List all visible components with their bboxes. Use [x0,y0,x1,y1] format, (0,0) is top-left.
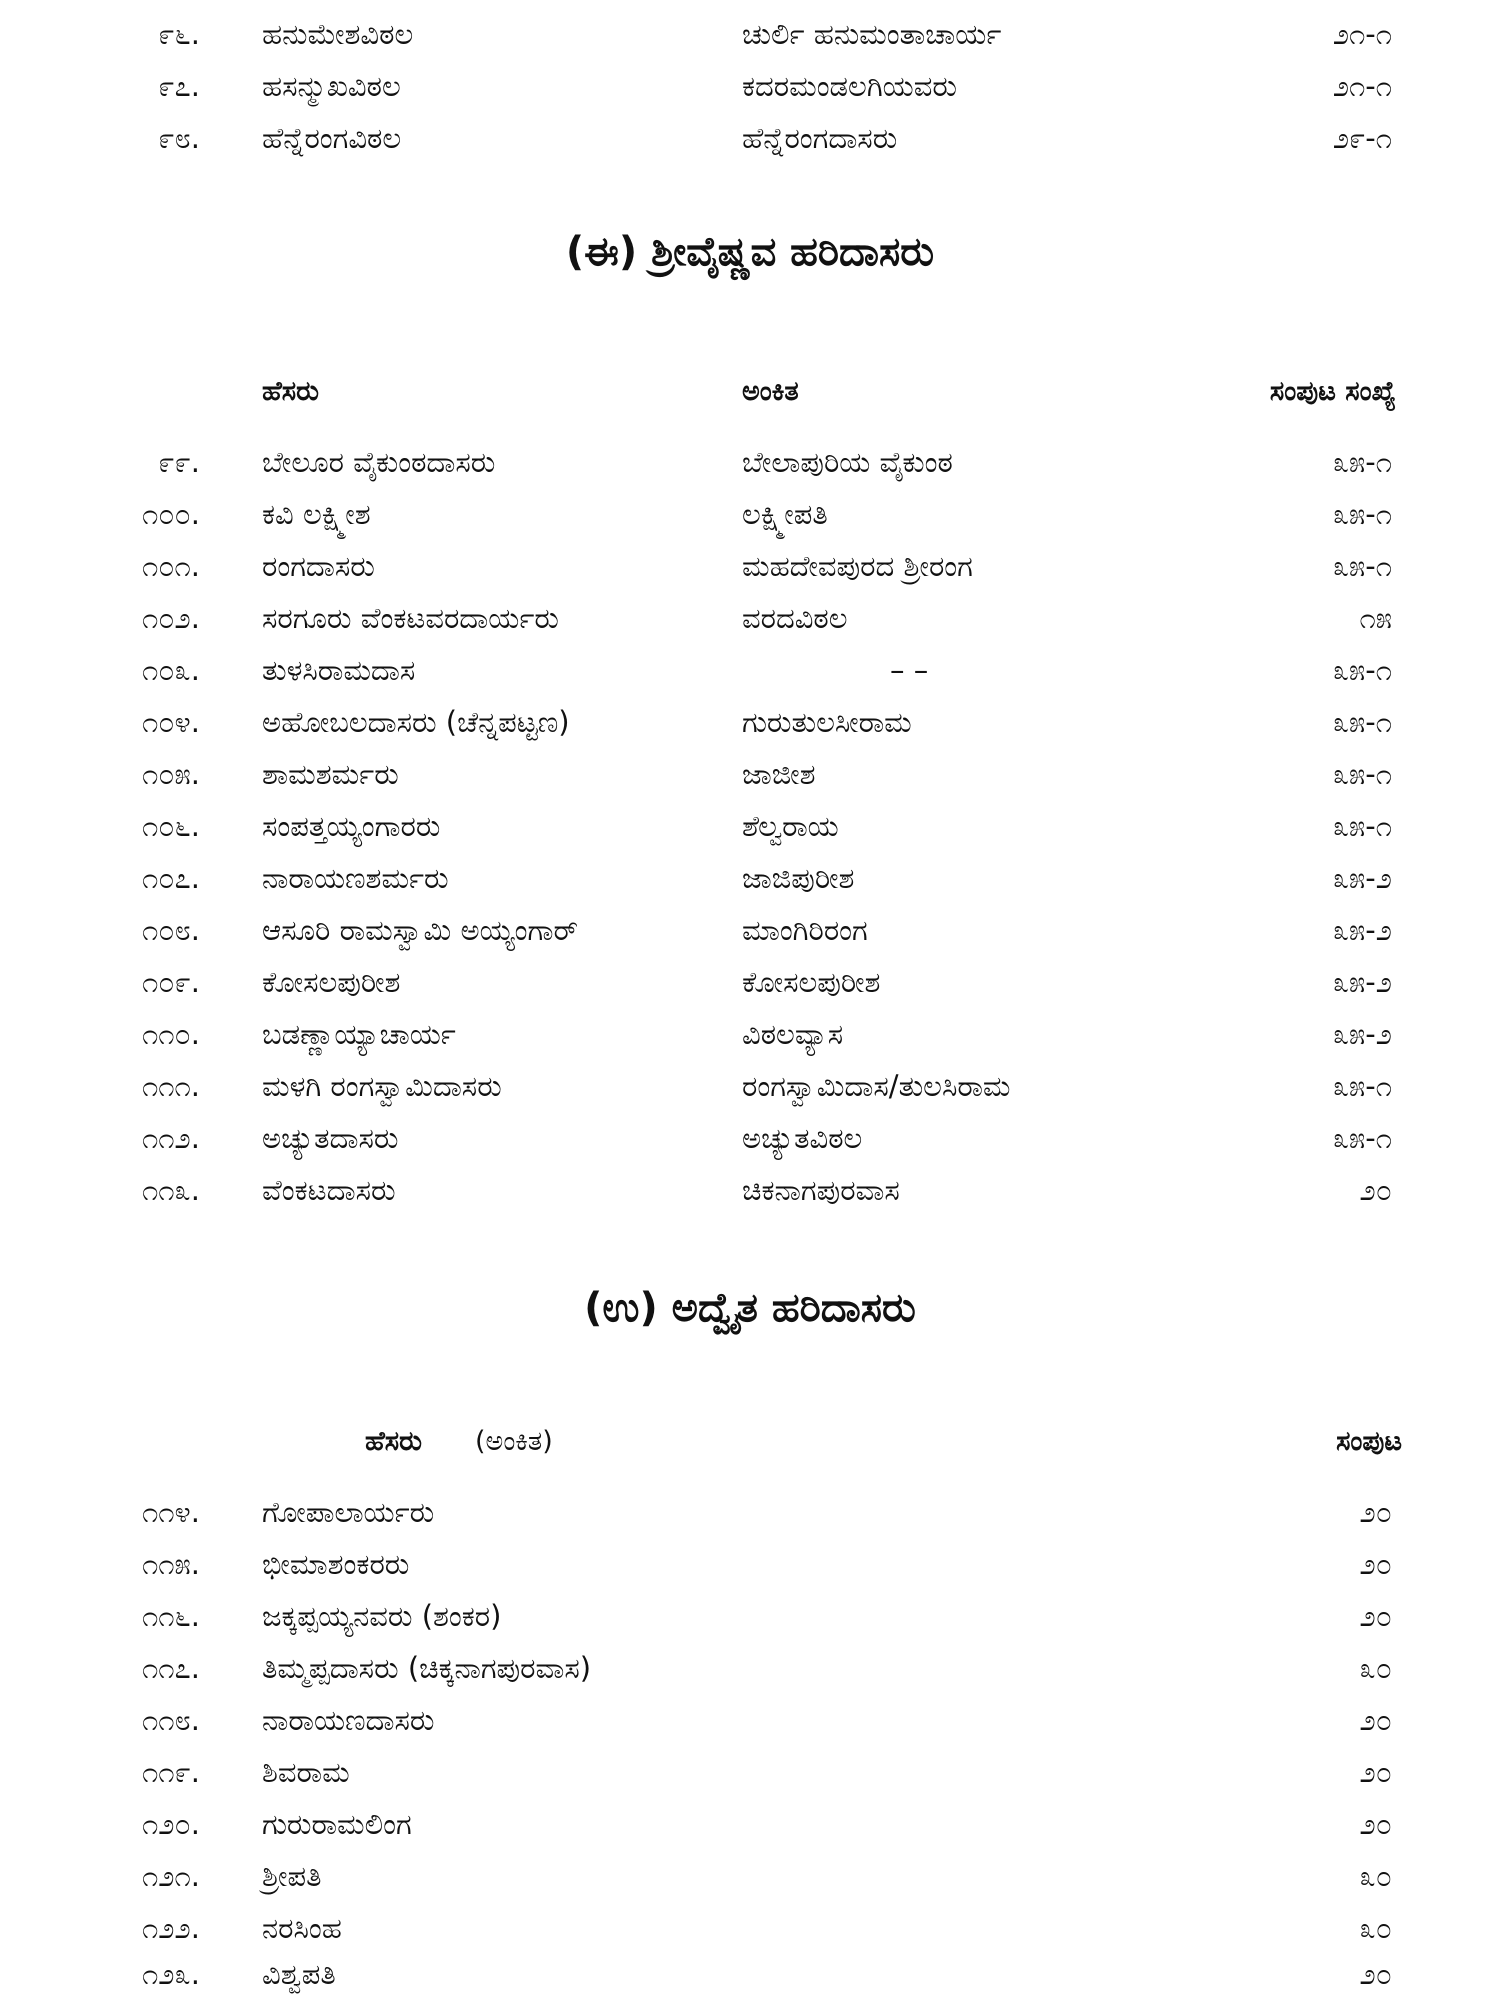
entry-name: ರಂಗದಾಸರು [262,549,375,583]
list-item [0,1948,1500,2000]
list-item [0,800,1500,852]
entry-number: ೧೨೦. [142,1807,200,1841]
entry-volume: ೨೦ [1359,1703,1392,1737]
entry-volume: ೨೦ [1359,1599,1392,1633]
entry-name: ಜಕ್ಕಪ್ಪಯ್ಯನವರು (ಶಂಕರ) [262,1599,502,1633]
list-item [0,1060,1500,1112]
entry-name: ತಿಮ್ಮಪ್ಪದಾಸರು (ಚಿಕ್ಕನಾಗಪುರವಾಸ) [262,1651,592,1685]
list-item [0,1590,1500,1642]
column-header-name: ಹೆಸರು [262,376,319,407]
entry-number: ೧೧೮. [142,1703,200,1737]
entry-ankita: ಶೆಲ್ವರಾಯ [742,809,839,843]
entry-number: ೧೧೯. [142,1755,200,1789]
column-header-volume: ಸಂಪುಟ [1336,1426,1402,1457]
list-item [0,436,1500,488]
list-item [0,644,1500,696]
entry-ankita: ಹೆನ್ನೆರಂಗದಾಸರು [742,121,898,155]
entry-volume: ೩೦ [1359,1911,1392,1945]
entry-ankita: ಮಹದೇವಪುರದ ಶ್ರೀರಂಗ [742,549,973,583]
entry-number: ೧೦೭. [142,861,200,895]
entry-name: ಆಸೂರಿ ರಾಮಸ್ವಾಮಿ ಅಯ್ಯಂಗಾರ್ [262,913,579,947]
entry-name: ಸರಗೂರು ವೆಂಕಟವರದಾರ್ಯರು [262,601,559,635]
list-item [0,852,1500,904]
column-header-ankita: ಅಂಕಿತ [742,376,799,407]
entry-number: ೧೧೬. [142,1599,200,1633]
list-item [0,1486,1500,1538]
entry-name: ಬಡಣ್ಣಾಯ್ಯಾಚಾರ್ಯ [262,1017,456,1051]
entry-ankita: ರಂಗಸ್ವಾಮಿದಾಸ/ತುಲಸಿರಾಮ [742,1069,1011,1103]
entry-volume: ೩೫-೨ [1332,913,1392,947]
entry-ankita: ಚುರ್ಲಿ ಹನುಮಂತಾಚಾರ್ಯ [742,17,1002,51]
entry-volume: ೨೦ [1359,1495,1392,1529]
list-item [0,696,1500,748]
entry-number: ೯೬. [158,17,200,51]
entry-number: ೧೦೦. [142,497,200,531]
entry-name: ನರಸಿಂಹ [262,1911,342,1945]
entry-name: ಹನುಮೇಶವಿಠಲ [262,17,414,51]
list-item [0,748,1500,800]
entry-volume: ೩೦ [1359,1651,1392,1685]
list-item [0,1850,1500,1902]
entry-name: ಅಚ್ಯುತದಾಸರು [262,1121,399,1155]
entry-volume: ೨೦ [1359,1547,1392,1581]
entry-ankita: ಚಿಕನಾಗಪುರವಾಸ [742,1173,900,1207]
entry-name: ಶಿವರಾಮ [262,1755,350,1789]
entry-volume: ೨೧-೧ [1332,17,1392,51]
entry-ankita: ಮಾಂಗಿರಿರಂಗ [742,913,868,947]
entry-volume: ೩೫-೧ [1332,445,1392,479]
entry-name: ಗುರುರಾಮಲಿಂಗ [262,1807,412,1841]
entry-volume: ೩೫-೧ [1332,809,1392,843]
list-item [0,8,1500,60]
list-item [0,488,1500,540]
entry-ankita: ಜಾಜಿಪುರೀಶ [742,861,855,895]
entry-name: ಹೆನ್ನೆರಂಗವಿಠಲ [262,121,402,155]
list-item [0,112,1500,164]
entry-number: ೧೦೫. [142,757,200,791]
list-item [0,540,1500,592]
entry-name: ಅಹೋಬಲದಾಸರು (ಚೆನ್ನಪಟ್ಟಣ) [262,705,570,739]
entry-number: ೧೧೦. [142,1017,200,1051]
entry-volume: ೩೫-೧ [1332,497,1392,531]
entry-ankita: ಕೋಸಲಪುರೀಶ [742,965,881,999]
entry-number: ೧೨೨. [142,1911,200,1945]
list-item [0,1642,1500,1694]
entry-volume: ೩೦ [1359,1859,1392,1893]
list-item [0,60,1500,112]
entry-ankita: ಗುರುತುಲಸೀರಾಮ [742,705,912,739]
entry-volume: ೩೫-೨ [1332,861,1392,895]
list-item [0,1538,1500,1590]
entry-volume: ೨೦ [1359,1173,1392,1207]
entry-volume: ೩೫-೨ [1332,965,1392,999]
entry-ankita: ವರದವಿಠಲ [742,601,848,635]
entry-name: ನಾರಾಯಣಶರ್ಮರು [262,861,449,895]
entry-number: ೧೦೬. [142,809,200,843]
entry-number: ೯೭. [158,69,200,103]
entry-ankita: ಲಕ್ಷ್ಮೀಪತಿ [742,497,828,531]
list-item [0,1746,1500,1798]
entry-volume: ೨೦ [1359,1807,1392,1841]
list-item [0,904,1500,956]
entry-volume: ೩೫-೧ [1332,653,1392,687]
entry-number: ೧೧೧. [142,1069,200,1103]
entry-name: ಸಂಪತ್ತಯ್ಯಂಗಾರರು [262,809,441,843]
entry-number: ೧೦೯. [142,965,200,999]
entry-name: ಗೋಪಾಲಾರ್ಯರು [262,1495,435,1529]
entry-volume: ೩೫-೨ [1332,1017,1392,1051]
entry-number: ೧೧೩. [142,1173,200,1207]
entry-number: ೧೦೮. [142,913,200,947]
list-item [0,956,1500,1008]
entry-number: ೧೧೭. [142,1651,200,1685]
entry-volume: ೩೫-೧ [1332,705,1392,739]
list-item [0,1112,1500,1164]
list-item [0,1798,1500,1850]
entry-name: ಮಳಗಿ ರಂಗಸ್ವಾಮಿದಾಸರು [262,1069,502,1103]
entry-name: ನಾರಾಯಣದಾಸರು [262,1703,435,1737]
entry-ankita: ಅಚ್ಯುತವಿಠಲ [742,1121,863,1155]
entry-name: ವಿಶ್ವಪತಿ [262,1957,336,1991]
entry-number: ೯೮. [158,121,200,155]
entry-number: ೧೧೪. [142,1495,200,1529]
list-item [0,592,1500,644]
section-title-advaita: (ಉ) ಅದ್ವೈತ ಹರಿದಾಸರು [584,1285,916,1331]
entry-ankita: ಕದರಮಂಡಲಗಿಯವರು [742,69,957,103]
list-item [0,1164,1500,1216]
entry-name: ಶ್ರೀಪತಿ [262,1859,322,1893]
entry-number: ೧೧೫. [142,1547,200,1581]
entry-volume: ೨೯-೧ [1332,121,1392,155]
list-item [0,1694,1500,1746]
entry-number: ೧೦೨. [142,601,200,635]
entry-ankita: ಬೇಲಾಪುರಿಯ ವೈಕುಂಠ [742,445,953,479]
entry-name: ವೆಂಕಟದಾಸರು [262,1173,396,1207]
list-item [0,1902,1500,1954]
entry-number: ೯೯. [158,445,200,479]
entry-name: ಹಸನ್ಮುಖವಿಠಲ [262,69,401,103]
entry-name: ಕೋಸಲಪುರೀಶ [262,965,401,999]
entry-ankita: ಜಾಜೀಶ [742,757,816,791]
entry-name: ಭೀಮಾಶಂಕರರು [262,1547,410,1581]
entry-number: ೧೦೧. [142,549,200,583]
entry-volume: ೨೧-೧ [1332,69,1392,103]
entry-volume: ೨೦ [1359,1755,1392,1789]
column-header-volume: ಸಂಪುಟ ಸಂಖ್ಯೆ [1269,376,1396,407]
entry-volume: ೨೦ [1359,1957,1392,1991]
entry-ankita: ವಿಠಲವ್ಯಾಸ [742,1017,844,1051]
entry-volume: ೧೫ [1359,601,1392,635]
entry-volume: ೩೫-೧ [1332,757,1392,791]
entry-name: ತುಳಸಿರಾಮದಾಸ [262,653,416,687]
entry-number: ೧೨೩. [142,1957,200,1991]
column-header-ankita: (ಅಂಕಿತ) [475,1426,553,1457]
entry-number: ೧೦೩. [142,653,200,687]
section-title-srivaishnava: (ಈ) ಶ್ರೀವೈಷ್ಣವ ಹರಿದಾಸರು [565,229,935,275]
list-item [0,1008,1500,1060]
entry-number: ೧೦೪. [142,705,200,739]
entry-volume: ೩೫-೧ [1332,1121,1392,1155]
entry-name: ಕವಿ ಲಕ್ಷ್ಮೀಶ [262,497,371,531]
entry-name: ಶಾಮಶರ್ಮರು [262,757,399,791]
entry-volume: ೩೫-೧ [1332,1069,1392,1103]
entry-number: ೧೧೨. [142,1121,200,1155]
entry-ankita: – – [890,653,929,687]
entry-name: ಬೇಲೂರ ವೈಕುಂಠದಾಸರು [262,445,496,479]
entry-volume: ೩೫-೧ [1332,549,1392,583]
entry-number: ೧೨೧. [142,1859,200,1893]
column-header-name: ಹೆಸರು [365,1426,422,1457]
